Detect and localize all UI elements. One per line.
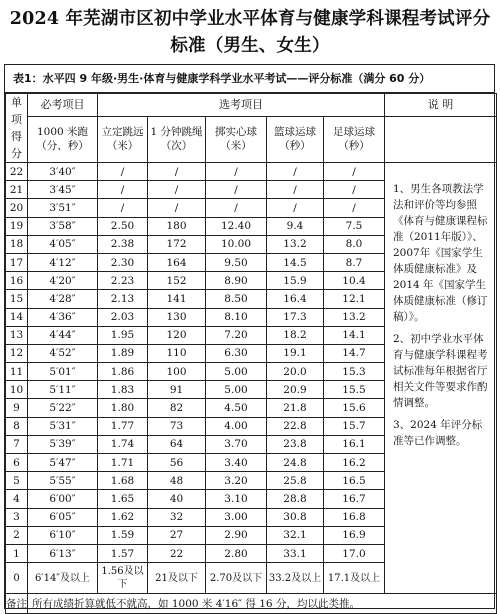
score-table bbox=[5, 93, 497, 614]
rope-cell: 48 bbox=[148, 472, 206, 490]
ball-cell: 5.00 bbox=[206, 381, 267, 399]
run-cell: 6′14″及以上 bbox=[28, 563, 98, 594]
run-cell: 5′31″ bbox=[28, 417, 98, 435]
note-paragraph: 1、男生各项教法学法和评价等均参照《体育与健康课程标准（2011年版）》、2007年《国家学生体质健康标准》及 2014 年《国家学生体质健康标准（修订稿）》。 bbox=[393, 183, 488, 323]
title-line-2: 标准（男生、女生） bbox=[170, 36, 330, 56]
foot-cell: 13.2 bbox=[324, 308, 385, 326]
jump-cell: 1.68 bbox=[98, 472, 148, 490]
run-cell: 6′00″ bbox=[28, 490, 98, 508]
score-cell: 19 bbox=[6, 217, 28, 235]
ball-cell: 12.40 bbox=[206, 217, 267, 235]
note-paragraph: 3、2024 年评分标准等已作调整。 bbox=[393, 419, 483, 447]
run-cell: 5′47″ bbox=[28, 454, 98, 472]
basket-cell: 22.8 bbox=[267, 417, 324, 435]
ball-cell: 3.40 bbox=[206, 454, 267, 472]
run-cell: 3′40″ bbox=[28, 163, 98, 181]
rope-cell: 120 bbox=[148, 326, 206, 344]
run-cell: 4′05″ bbox=[28, 235, 98, 253]
run-cell: 6′13″ bbox=[28, 544, 98, 562]
basket-cell: 24.8 bbox=[267, 454, 324, 472]
score-cell: 21 bbox=[6, 181, 28, 199]
run-cell: 5′01″ bbox=[28, 363, 98, 381]
jump-cell: 1.57 bbox=[98, 544, 148, 562]
basket-cell: 14.5 bbox=[267, 253, 324, 271]
basket-cell: 33.1 bbox=[267, 544, 324, 562]
jump-cell: / bbox=[98, 163, 148, 181]
score-cell: 15 bbox=[6, 290, 28, 308]
jump-cell: / bbox=[98, 199, 148, 217]
rope-cell: 110 bbox=[148, 344, 206, 362]
run-cell: 5′11″ bbox=[28, 381, 98, 399]
ball-cell: 3.00 bbox=[206, 508, 267, 526]
jump-cell: 2.38 bbox=[98, 235, 148, 253]
score-cell: 18 bbox=[6, 235, 28, 253]
score-cell: 0 bbox=[6, 563, 28, 594]
foot-cell: 17.1及以上 bbox=[324, 563, 385, 594]
rope-cell: 100 bbox=[148, 363, 206, 381]
ball-cell: 3.10 bbox=[206, 490, 267, 508]
foot-cell: 8.0 bbox=[324, 235, 385, 253]
ball-cell: 8.90 bbox=[206, 272, 267, 290]
rope-cell: 32 bbox=[148, 508, 206, 526]
basket-cell: 9.4 bbox=[267, 217, 324, 235]
foot-cell: 14.1 bbox=[324, 326, 385, 344]
jump-cell: 1.62 bbox=[98, 508, 148, 526]
ball-cell: 9.50 bbox=[206, 253, 267, 271]
rope-cell: / bbox=[148, 163, 206, 181]
rope-cell: 73 bbox=[148, 417, 206, 435]
score-cell: 17 bbox=[6, 253, 28, 271]
col-basketball-dribble: 篮球运球（秒） bbox=[267, 116, 324, 162]
footer-text: 所有成绩折算就低不就高，如 1000 米 4′16″ 得 16 分，均以此类推。 bbox=[28, 594, 497, 614]
run-cell: 4′20″ bbox=[28, 272, 98, 290]
rope-cell: 56 bbox=[148, 454, 206, 472]
basket-cell: 20.0 bbox=[267, 363, 324, 381]
col-football-dribble: 足球运球（秒） bbox=[324, 116, 385, 162]
ball-cell: 4.00 bbox=[206, 417, 267, 435]
rope-cell: 22 bbox=[148, 544, 206, 562]
score-cell: 8 bbox=[6, 417, 28, 435]
basket-cell: 25.8 bbox=[267, 472, 324, 490]
ball-cell: 6.30 bbox=[206, 344, 267, 362]
run-cell: 4′44″ bbox=[28, 326, 98, 344]
run-cell: 3′58″ bbox=[28, 217, 98, 235]
ball-cell: 2.70及以下 bbox=[206, 563, 267, 594]
col-rope-skipping: 1 分钟跳绳（次） bbox=[148, 116, 206, 162]
jump-cell: / bbox=[98, 181, 148, 199]
basket-cell: 21.8 bbox=[267, 399, 324, 417]
rope-cell: 180 bbox=[148, 217, 206, 235]
jump-cell: 1.71 bbox=[98, 454, 148, 472]
ball-cell: 3.70 bbox=[206, 435, 267, 453]
jump-cell: 2.50 bbox=[98, 217, 148, 235]
basket-cell: / bbox=[267, 163, 324, 181]
score-cell: 7 bbox=[6, 435, 28, 453]
foot-cell: / bbox=[324, 163, 385, 181]
foot-cell: 16.5 bbox=[324, 472, 385, 490]
rope-cell: 141 bbox=[148, 290, 206, 308]
table-body bbox=[6, 163, 497, 594]
run-cell: 5′55″ bbox=[28, 472, 98, 490]
score-cell: 4 bbox=[6, 490, 28, 508]
optional-header: 选考项目 bbox=[98, 94, 385, 117]
foot-cell: 16.1 bbox=[324, 435, 385, 453]
basket-cell: 18.2 bbox=[267, 326, 324, 344]
foot-cell: 14.7 bbox=[324, 344, 385, 362]
score-table-frame bbox=[4, 64, 495, 609]
rope-cell: 91 bbox=[148, 381, 206, 399]
basket-cell: 30.8 bbox=[267, 508, 324, 526]
basket-cell: 15.9 bbox=[267, 272, 324, 290]
jump-cell: 1.95 bbox=[98, 326, 148, 344]
jump-cell: 2.13 bbox=[98, 290, 148, 308]
basket-cell: 16.4 bbox=[267, 290, 324, 308]
notes-header: 说 明 bbox=[385, 94, 497, 117]
rope-cell: 164 bbox=[148, 253, 206, 271]
rope-cell: / bbox=[148, 199, 206, 217]
ball-cell: 8.50 bbox=[206, 290, 267, 308]
rope-cell: 27 bbox=[148, 526, 206, 544]
footer-row bbox=[6, 594, 497, 614]
jump-cell: 2.03 bbox=[98, 308, 148, 326]
score-cell: 1 bbox=[6, 544, 28, 562]
score-cell: 5 bbox=[6, 472, 28, 490]
required-header: 必考项目 bbox=[28, 94, 98, 117]
run-cell: 5′22″ bbox=[28, 399, 98, 417]
rope-cell: 152 bbox=[148, 272, 206, 290]
foot-cell: 17.0 bbox=[324, 544, 385, 562]
footer-label: 备注 bbox=[6, 594, 28, 614]
foot-cell: 15.5 bbox=[324, 381, 385, 399]
foot-cell: 16.8 bbox=[324, 508, 385, 526]
note-paragraph: 2、初中学业水平体育与健康学科课程考试标准每年根据省厅相关文件等要求作酌情调整。 bbox=[393, 333, 488, 409]
ball-cell: 2.80 bbox=[206, 544, 267, 562]
run-cell: 4′36″ bbox=[28, 308, 98, 326]
jump-cell: 1.59 bbox=[98, 526, 148, 544]
col-1000m-run: 1000 米跑（分、秒） bbox=[28, 116, 98, 162]
basket-cell: 23.8 bbox=[267, 435, 324, 453]
score-cell: 14 bbox=[6, 308, 28, 326]
ball-cell: 10.00 bbox=[206, 235, 267, 253]
page-title bbox=[0, 6, 500, 60]
run-cell: 3′51″ bbox=[28, 199, 98, 217]
score-cell: 16 bbox=[6, 272, 28, 290]
run-cell: 4′52″ bbox=[28, 344, 98, 362]
basket-cell: 32.1 bbox=[267, 526, 324, 544]
foot-cell: 15.6 bbox=[324, 399, 385, 417]
notes-cell bbox=[385, 163, 497, 594]
score-cell: 20 bbox=[6, 199, 28, 217]
rope-cell: 64 bbox=[148, 435, 206, 453]
foot-cell: / bbox=[324, 199, 385, 217]
foot-cell: 16.9 bbox=[324, 526, 385, 544]
title-line-1: 2024 年芜湖市区初中学业水平体育与健康学科课程考试评分 bbox=[9, 9, 491, 29]
foot-cell: 10.4 bbox=[324, 272, 385, 290]
score-cell: 11 bbox=[6, 363, 28, 381]
jump-cell: 1.83 bbox=[98, 381, 148, 399]
ball-cell: 4.50 bbox=[206, 399, 267, 417]
jump-cell: 1.89 bbox=[98, 344, 148, 362]
basket-cell: / bbox=[267, 181, 324, 199]
ball-cell: 7.20 bbox=[206, 326, 267, 344]
jump-cell: 1.80 bbox=[98, 399, 148, 417]
score-cell: 13 bbox=[6, 326, 28, 344]
basket-cell: 13.2 bbox=[267, 235, 324, 253]
jump-cell: 1.77 bbox=[98, 417, 148, 435]
run-cell: 6′05″ bbox=[28, 508, 98, 526]
foot-cell: 16.7 bbox=[324, 490, 385, 508]
basket-cell: 20.9 bbox=[267, 381, 324, 399]
table-row bbox=[6, 163, 497, 181]
score-cell: 3 bbox=[6, 508, 28, 526]
run-cell: 6′10″ bbox=[28, 526, 98, 544]
foot-cell: 7.5 bbox=[324, 217, 385, 235]
foot-cell: / bbox=[324, 181, 385, 199]
ball-cell: 5.00 bbox=[206, 363, 267, 381]
ball-cell: / bbox=[206, 163, 267, 181]
ball-cell: 8.10 bbox=[206, 308, 267, 326]
basket-cell: / bbox=[267, 199, 324, 217]
jump-cell: 1.86 bbox=[98, 363, 148, 381]
run-cell: 3′45″ bbox=[28, 181, 98, 199]
table-caption: 表1：水平四 9 年级·男生·体育与健康学科学业水平考试——评分标准（满分 60 分） bbox=[5, 65, 494, 93]
ball-cell: 3.20 bbox=[206, 472, 267, 490]
col-standing-long-jump: 立定跳远（米） bbox=[98, 116, 148, 162]
basket-cell: 28.8 bbox=[267, 490, 324, 508]
rope-cell: 40 bbox=[148, 490, 206, 508]
foot-cell: 16.2 bbox=[324, 454, 385, 472]
score-cell: 2 bbox=[6, 526, 28, 544]
rope-cell: 82 bbox=[148, 399, 206, 417]
foot-cell: 12.1 bbox=[324, 290, 385, 308]
basket-cell: 33.2及以上 bbox=[267, 563, 324, 594]
basket-cell: 17.3 bbox=[267, 308, 324, 326]
basket-cell: 19.1 bbox=[267, 344, 324, 362]
score-cell: 9 bbox=[6, 399, 28, 417]
jump-cell: 1.74 bbox=[98, 435, 148, 453]
ball-cell: / bbox=[206, 181, 267, 199]
foot-cell: 8.7 bbox=[324, 253, 385, 271]
score-cell: 22 bbox=[6, 163, 28, 181]
score-cell: 6 bbox=[6, 454, 28, 472]
jump-cell: 2.23 bbox=[98, 272, 148, 290]
foot-cell: 15.3 bbox=[324, 363, 385, 381]
score-cell: 12 bbox=[6, 344, 28, 362]
score-column-header: 单项得分 bbox=[6, 94, 28, 163]
run-cell: 5′39″ bbox=[28, 435, 98, 453]
col-medicine-ball: 掷实心球（米） bbox=[206, 116, 267, 162]
rope-cell: 172 bbox=[148, 235, 206, 253]
run-cell: 4′12″ bbox=[28, 253, 98, 271]
ball-cell: / bbox=[206, 199, 267, 217]
notes-subheader-blank bbox=[385, 116, 497, 162]
score-cell: 10 bbox=[6, 381, 28, 399]
jump-cell: 2.30 bbox=[98, 253, 148, 271]
rope-cell: 21及以下 bbox=[148, 563, 206, 594]
jump-cell: 1.65 bbox=[98, 490, 148, 508]
run-cell: 4′28″ bbox=[28, 290, 98, 308]
rope-cell: / bbox=[148, 181, 206, 199]
ball-cell: 2.90 bbox=[206, 526, 267, 544]
foot-cell: 15.7 bbox=[324, 417, 385, 435]
jump-cell: 1.56及以下 bbox=[98, 563, 148, 594]
rope-cell: 130 bbox=[148, 308, 206, 326]
